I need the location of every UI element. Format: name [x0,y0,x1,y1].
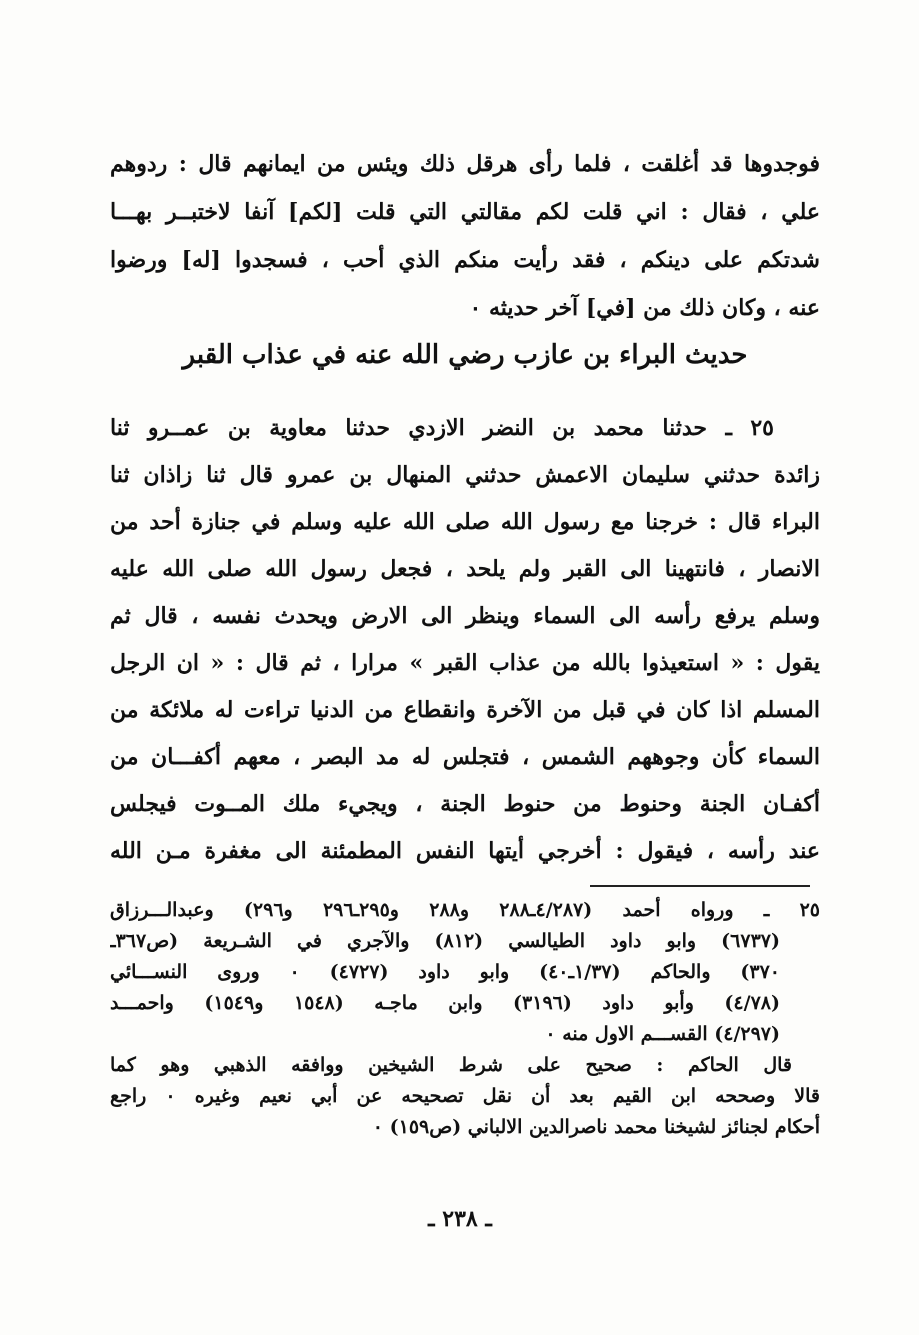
footnote-line: ٣٧٠) والحاكم (١/٣٧ـ٤٠) وابو داود (٤٧٢٧) ٠ وروى النســـائي [110,961,780,983]
text-line: أكفـان الجنة وحنوط من حنوط الجنة ، ويجيء ملك المــوت فيجلس [110,791,820,817]
text-line: علي ، فقال : اني قلت لكم مقالتي التي قلت [لكم] آنفا لاختبــر بهـــا [110,199,820,225]
text-line: ٢٥ ـ حدثنا محمد بن النضر الازدي حدثنا معاوية بن عمــرو ثنا [110,415,774,441]
text-line: فوجدوها قد أغلقت ، فلما رأى هرقل ذلك ويئس من ايمانهم قال : ردوهم [110,151,820,177]
text-line: الانصار ، فانتهينا الى القبر ولم يلحد ، فجعل رسول الله صلى الله عليه [110,556,820,582]
text-line: عنه ، وكان ذلك من [في] آخر حديثه ٠ [469,295,820,321]
text-line: زائدة حدثني سليمان الاعمش حدثني المنهال بن عمرو قال ثنا زاذان ثنا [110,462,820,488]
footnote-line: (٤/٢٩٧) القســـم الاول منه ٠ [545,1023,780,1045]
text-line: عند رأسه ، فيقول : أخرجي أيتها النفس المطمئنة الى مغفرة مـن الله [110,838,820,864]
footnote-line: قال الحاكم : صحيح على شرط الشيخين ووافقه الذهبي وهو كما [110,1054,792,1076]
footnote-line: ٢٥ ـ ورواه أحمد (٤/٢٨٧ـ٢٨٨ و٢٨٨ و٢٩٥ـ٢٩٦ و٢٩٦) وعبدالـــرزاق [110,899,820,921]
hadith-paragraph [110,405,820,875]
footnote-line: (٦٧٣٧) وابو داود الطيالسي (٨١٢) والآجري في الشـريعة (ص٣٦٧ـ [110,930,780,952]
text-line: وسلم يرفع رأسه الى السماء وينظر الى الارض ويحدث نفسه ، قال ثم [110,603,820,629]
text-line: السماء كأن وجوههم الشمس ، فتجلس له مد البصر ، معهم أكفـــان من [110,744,820,770]
footnotes [110,895,820,1143]
footnote-line: أحكام لجنائز لشيخنا محمد ناصرالدين الالباني (ص١٥٩) ٠ [372,1116,820,1138]
intro-paragraph [110,140,820,332]
text-line: البراء قال : خرجنا مع رسول الله صلى الله عليه وسلم في جنازة أحد من [110,509,820,535]
text-line: شدتكم على دينكم ، فقد رأيت منكم الذي أحب ، فسجدوا [له] ورضوا [110,247,820,273]
text-line: يقول : « استعيذوا بالله من عذاب القبر » مرارا ، ثم قال : « ان الرجل [110,650,820,676]
section-heading: حديث البراء بن عازب رضي الله عنه في عذاب القبر [182,340,748,370]
page-number: ـ ٢٣٨ ـ [428,1206,492,1232]
footnote-line: قالا وصححه ابن القيم بعد أن نقل تصحيحه عن أبي نعيم وغيره ٠ راجع [110,1085,820,1107]
footnote-divider [590,885,810,887]
footnote-line: (٤/٧٨) وأبو داود (٣١٩٦) وابن ماجـه (١٥٤٨ و١٥٤٩) واحمـــد [110,992,780,1014]
text-line: المسلم اذا كان في قبل من الآخرة وانقطاع من الدنيا تراءت له ملائكة من [110,697,820,723]
